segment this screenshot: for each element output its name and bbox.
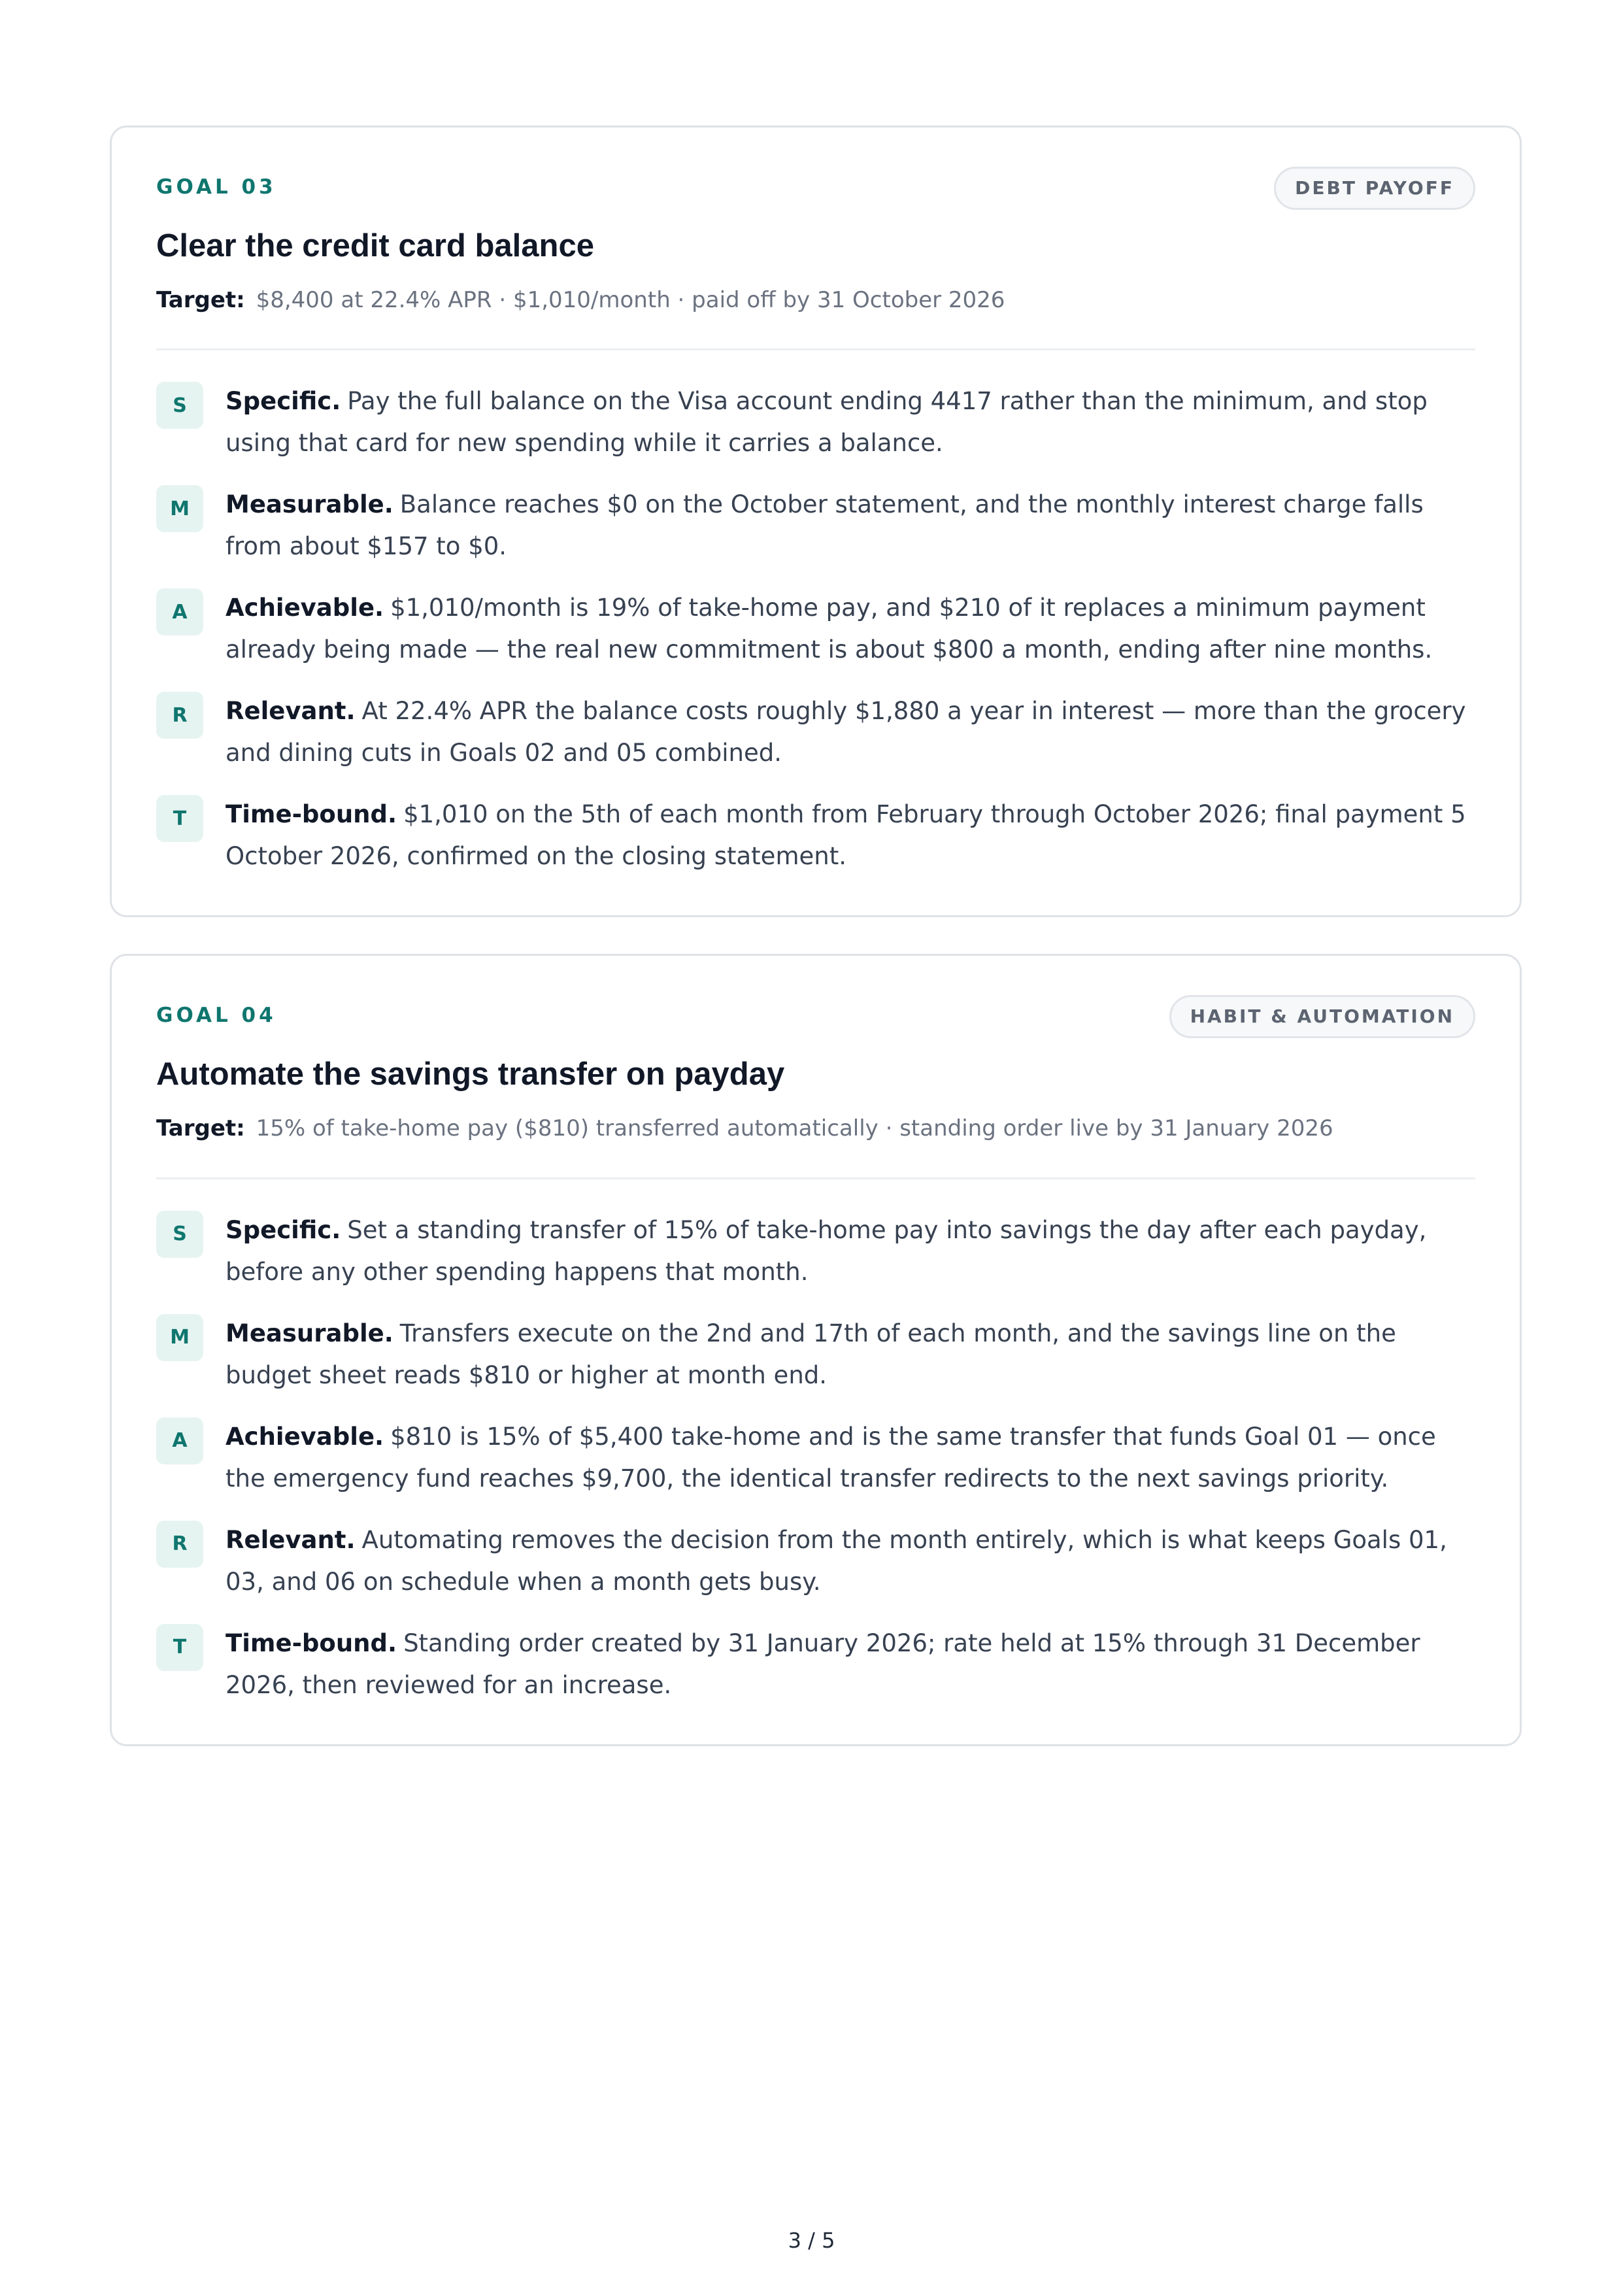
smart-description	[226, 484, 1475, 567]
smart-item-measurable	[156, 1313, 1475, 1396]
smart-letter-badge: A	[156, 588, 203, 635]
smart-term: Achievable.	[226, 1422, 384, 1451]
smart-term: Relevant.	[226, 1525, 356, 1554]
category-badge: DEBT PAYOFF	[1274, 167, 1475, 210]
goal-number: GOAL 03	[156, 175, 276, 199]
smart-letter-badge: S	[156, 382, 203, 429]
smart-term: Measurable.	[226, 490, 393, 519]
smart-criteria-list	[156, 380, 1475, 877]
smart-description	[226, 1623, 1475, 1706]
target-label: Target:	[156, 1115, 245, 1142]
smart-detail: Balance reaches $0 on the October statement, and the monthly interest charge falls from about $157 to $0.	[226, 490, 1424, 561]
smart-detail: $1,010/month is 19% of take-home pay, and $210 of it replaces a minimum payment already being made — the real new commitment is about $800 a month, ending after nine months.	[226, 594, 1433, 664]
smart-term: Specific.	[226, 387, 341, 416]
smart-letter-badge: S	[156, 1211, 203, 1258]
target-text: 15% of take-home pay ($810) transferred automatically · standing order live by 31 January 2026	[256, 1115, 1333, 1142]
smart-description	[226, 1209, 1475, 1293]
goal-target	[156, 1113, 1475, 1179]
smart-letter-badge: R	[156, 692, 203, 739]
smart-detail: Set a standing transfer of 15% of take-home pay into savings the day after each payday, before any other spending happens that month.	[226, 1215, 1427, 1286]
smart-item-achievable	[156, 1416, 1475, 1500]
smart-description	[226, 587, 1475, 671]
goal-card-04	[110, 954, 1522, 1746]
smart-description	[226, 380, 1475, 464]
goal-title: Automate the savings transfer on payday	[156, 1056, 785, 1092]
smart-item-specific	[156, 1209, 1475, 1293]
smart-item-time-bound	[156, 1623, 1475, 1706]
smart-item-relevant	[156, 690, 1475, 774]
smart-letter-badge: T	[156, 795, 203, 842]
smart-item-specific	[156, 380, 1475, 464]
smart-detail: Standing order created by 31 January 2026; rate held at 15% through 31 December 2026, then reviewed for an increase.	[226, 1629, 1420, 1699]
smart-detail: At 22.4% APR the balance costs roughly $1,880 a year in interest — more than the grocery and dining cuts in Goals 02 and 05 combined.	[226, 697, 1466, 768]
smart-term: Achievable.	[226, 594, 384, 622]
goal-title: Clear the credit card balance	[156, 228, 594, 263]
smart-item-measurable	[156, 484, 1475, 567]
goal-card-03	[110, 126, 1522, 917]
smart-letter-badge: T	[156, 1624, 203, 1671]
smart-description	[226, 690, 1475, 774]
smart-term: Time-bound.	[226, 800, 397, 829]
category-badge: HABIT & AUTOMATION	[1169, 995, 1475, 1038]
smart-letter-badge: M	[156, 485, 203, 532]
smart-detail: $810 is 15% of $5,400 take-home and is the same transfer that funds Goal 01 — once the emergency fund reaches $9,700, the identical transfer redirects to the next savings priority.	[226, 1422, 1436, 1493]
smart-item-achievable	[156, 587, 1475, 671]
smart-item-relevant	[156, 1519, 1475, 1603]
target-label: Target:	[156, 286, 245, 313]
smart-term: Measurable.	[226, 1319, 393, 1347]
goals-page	[110, 126, 1522, 1746]
smart-detail: Pay the full balance on the Visa account ending 4417 rather than the minimum, and stop using that card for new spending while it carries a balance.	[226, 387, 1428, 458]
smart-description	[226, 1313, 1475, 1396]
smart-description	[226, 794, 1475, 877]
goal-target	[156, 285, 1475, 351]
smart-letter-badge: R	[156, 1521, 203, 1568]
smart-term: Time-bound.	[226, 1629, 397, 1657]
smart-letter-badge: M	[156, 1314, 203, 1361]
smart-term: Specific.	[226, 1215, 341, 1244]
goal-card-header	[156, 171, 1475, 227]
smart-item-time-bound	[156, 794, 1475, 877]
smart-description	[226, 1519, 1475, 1603]
smart-detail: $1,010 on the 5th of each month from February through October 2026; final payment 5 October 2026, confirmed on the closing statement.	[226, 800, 1466, 871]
goal-card-header	[156, 999, 1475, 1055]
smart-term: Relevant.	[226, 697, 356, 726]
smart-detail: Transfers execute on the 2nd and 17th of each month, and the savings line on the budget sheet reads $810 or higher at month end.	[226, 1319, 1396, 1389]
page-indicator: 3 / 5	[788, 2228, 835, 2253]
smart-detail: Automating removes the decision from the month entirely, which is what keeps Goals 01, 03, and 06 on schedule when a month gets busy.	[226, 1525, 1447, 1596]
smart-criteria-list	[156, 1209, 1475, 1706]
goal-number: GOAL 04	[156, 1004, 276, 1028]
smart-letter-badge: A	[156, 1417, 203, 1464]
target-text: $8,400 at 22.4% APR · $1,010/month · paid off by 31 October 2026	[256, 286, 1005, 313]
smart-description	[226, 1416, 1475, 1500]
